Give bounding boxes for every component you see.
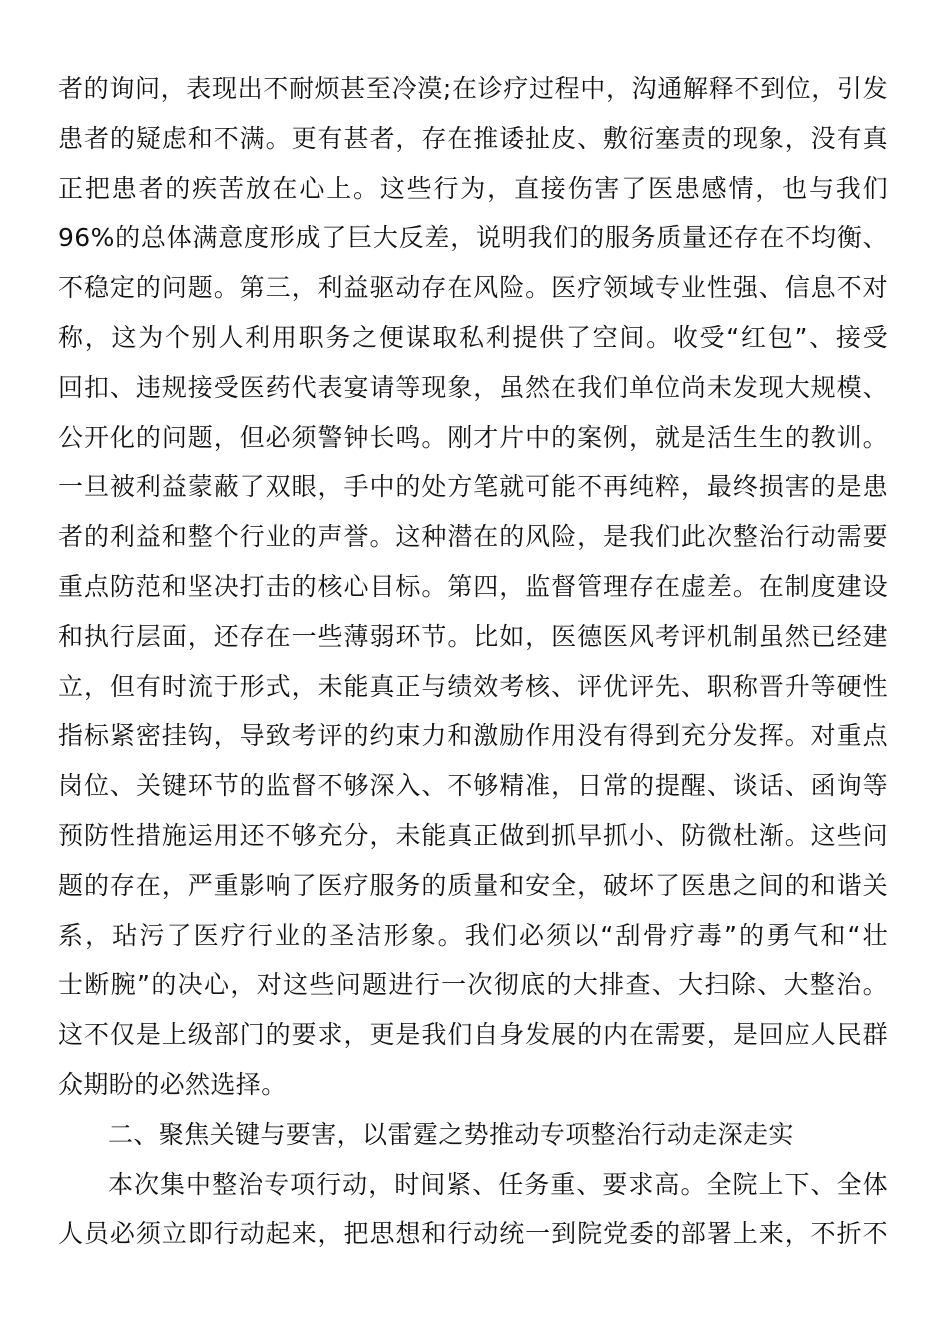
text-line: 者的利益和整个行业的声誉。这种潜在的风险，是我们此次整治行动需要 bbox=[58, 522, 888, 552]
text-line: 和执行层面，还存在一些薄弱环节。比如，医德医风考评机制虽然已经建 bbox=[58, 621, 888, 651]
text-line: 96%的总体满意度形成了巨大反差，说明我们的服务质量还存在不均衡、 bbox=[58, 223, 888, 253]
text-line: 不稳定的问题。第三，利益驱动存在风险。医疗领域专业性强、信息不对 bbox=[58, 273, 888, 303]
text-line: 回扣、违规接受医药代表宴请等现象，虽然在我们单位尚未发现大规模、 bbox=[58, 372, 888, 402]
text-line: 本次集中整治专项行动，时间紧、任务重、要求高。全院上下、全体 bbox=[108, 1169, 888, 1199]
text-line: 士断腕”的决心，对这些问题进行一次彻底的大排查、大扫除、大整治。 bbox=[58, 970, 888, 1000]
text-line: 预防性措施运用还不够充分，未能真正做到抓早抓小、防微杜渐。这些问 bbox=[58, 820, 888, 850]
text-line: 患者的疑虑和不满。更有甚者，存在推诿扯皮、敷衍塞责的现象，没有真 bbox=[58, 123, 888, 153]
text-line: 立，但有时流于形式，未能真正与绩效考核、评优评先、职称晋升等硬性 bbox=[58, 671, 888, 701]
text-line: 正把患者的疾苦放在心上。这些行为，直接伤害了医患感情，也与我们 bbox=[58, 173, 888, 203]
text-line: 指标紧密挂钩，导致考评的约束力和激励作用没有得到充分发挥。对重点 bbox=[58, 721, 888, 751]
text-line: 重点防范和坚决打击的核心目标。第四，监督管理存在虚差。在制度建设 bbox=[58, 571, 888, 601]
text-line: 公开化的问题，但必须警钟长鸣。刚才片中的案例，就是活生生的教训。 bbox=[58, 422, 888, 452]
text-line: 一旦被利益蒙蔽了双眼，手中的处方笔就可能不再纯粹，最终损害的是患 bbox=[58, 472, 888, 502]
text-line: 众期盼的必然选择。 bbox=[58, 1069, 287, 1099]
text-line: 称，这为个别人利用职务之便谋取私利提供了空间。收受“红包”、接受 bbox=[58, 322, 888, 352]
text-line: 系，玷污了医疗行业的圣洁形象。我们必须以“刮骨疗毒”的勇气和“壮 bbox=[58, 920, 888, 950]
text-line: 岗位、关键环节的监督不够深入、不够精准，日常的提醒、谈话、函询等 bbox=[58, 771, 888, 801]
section-heading: 二、聚焦关键与要害，以雷霆之势推动专项整治行动走深走实 bbox=[108, 1119, 794, 1149]
text-line: 者的询问，表现出不耐烦甚至冷漠;在诊疗过程中，沟通解释不到位，引发 bbox=[58, 74, 888, 103]
document-body bbox=[58, 64, 888, 1259]
text-line: 人员必须立即行动起来，把思想和行动统一到院党委的部署上来，不折不 bbox=[58, 1219, 888, 1249]
text-line: 题的存在，严重影响了医疗服务的质量和安全，破坏了医患之间的和谐关 bbox=[58, 870, 888, 900]
text-line: 这不仅是上级部门的要求，更是我们自身发展的内在需要，是回应人民群 bbox=[58, 1020, 888, 1050]
